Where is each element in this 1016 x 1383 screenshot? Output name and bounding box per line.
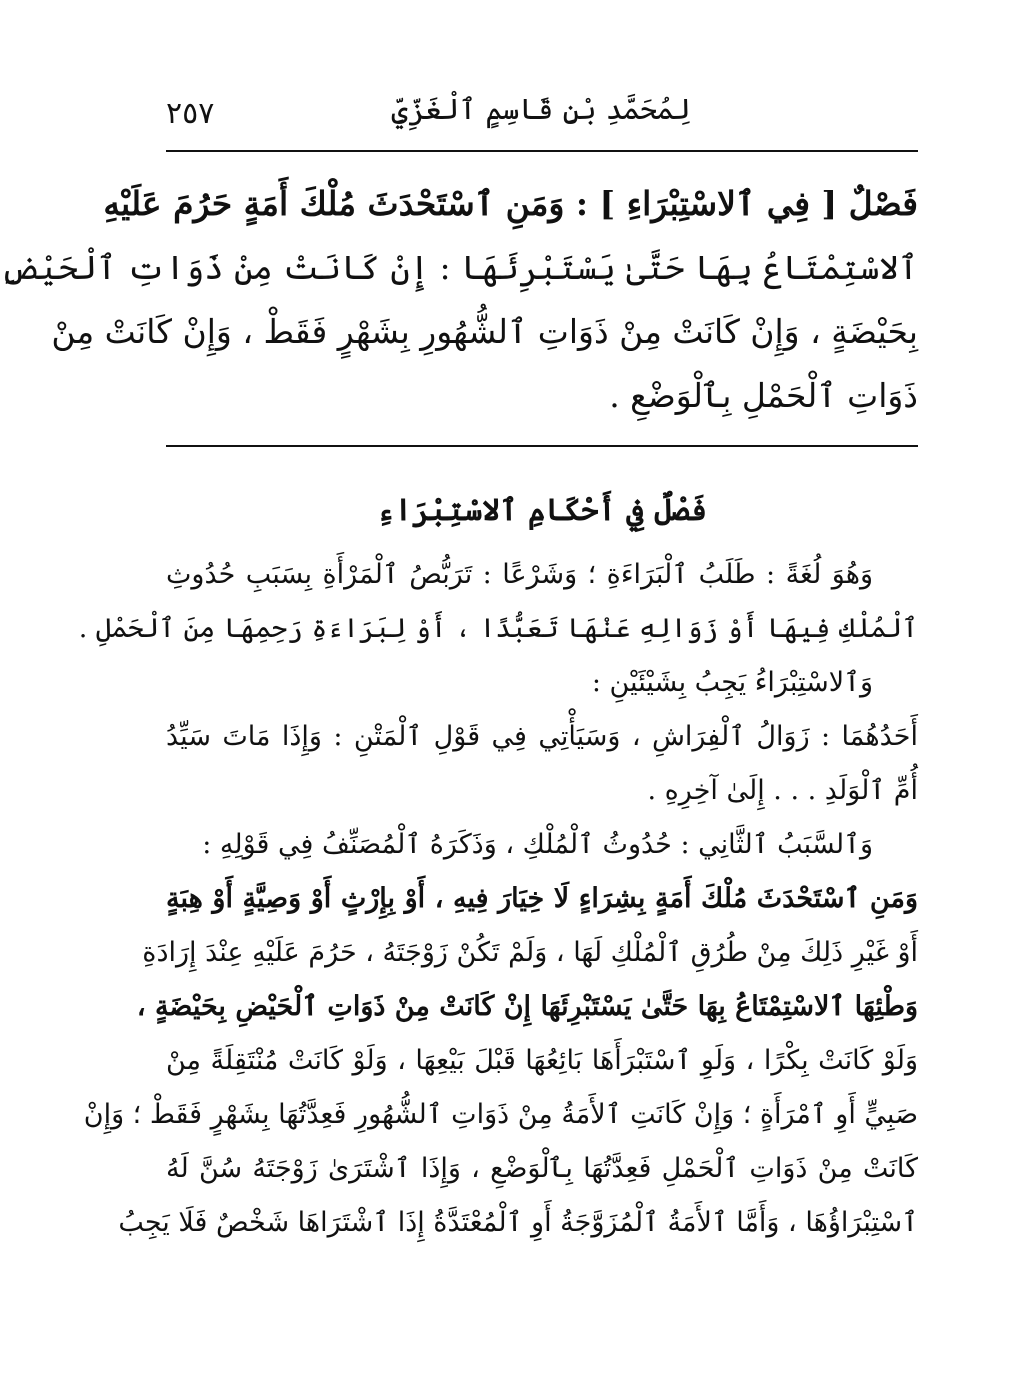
matn-line: ذَوَاتِ ٱلْحَمْلِ بِٱلْوَضْعِ . (609, 376, 918, 415)
sharh-line: أَوْ غَيْرِ ذَلِكَ مِنْ طُرُقِ ٱلْمُلْكِ لَهَا ، وَلَمْ تَكُنْ زَوْجَتَهُ ، حَرُمَ عَلَيْهِ عِنْدَ إِرَادَةِ (142, 937, 918, 968)
page-number: ٢٥٧ (166, 96, 215, 131)
running-title: لِمُحَمَّدِ بْنِ قَاسِمٍ ٱلْغَزِّيِّ (391, 92, 691, 126)
sharh-line: صَبِيٍّ أَوِ ٱمْرَأَةٍ ؛ وَإِنْ كَانَتِ ٱلأَمَةُ مِنْ ذَوَاتِ ٱلشُّهُورِ فَعِدَّتُهَا بِشَهْرٍ فَقَطْ ؛ وَإِنْ (83, 1099, 918, 1130)
sharh-line: ٱلْمُلْكِ فِيهَا أَوْ زَوَالِهِ عَنْهَا تَعَبُّدًا ، أَوْ لِبَرَاءَةِ رَحِمِهَا مِنَ ٱلْحَمْلِ . (78, 613, 918, 644)
sharh-line: ٱسْتِبْرَاؤُهَا ، وَأَمَّا ٱلأَمَةُ ٱلْمُزَوَّجَةُ أَوِ ٱلْمُعْتَدَّةُ إِذَا ٱشْتَرَاهَا شَخْصٌ فَلَا يَجِبُ (118, 1207, 918, 1238)
sharh-line: أَحَدُهُمَا : زَوَالُ ٱلْفِرَاشِ ، وَسَيَأْتِي فِي قَوْلِ ٱلْمَتْنِ : وَإِذَا مَاتَ سَيِّدُ (166, 721, 918, 752)
header-rule (166, 150, 918, 152)
section-divider (166, 445, 918, 447)
sharh-line: أُمِّ ٱلْوَلَدِ . . . إِلَىٰ آخِرِهِ . (647, 775, 918, 806)
matn-line: ٱلاسْتِمْتَاعُ بِهَا حَتَّىٰ يَسْتَبْرِئَهَا : إِنْ كَانَتْ مِنْ ذَوَاتِ ٱلْحَيْضِ (0, 248, 918, 287)
sharh-line: وَلَوْ كَانَتْ بِكْرًا ، وَلَوِ ٱسْتَبْرَأَهَا بَائِعُهَا قَبْلَ بَيْعِهَا ، وَلَوْ كَانَتْ مُنْتَقِلَةً مِنْ (166, 1045, 918, 1076)
section-heading: فَصْلٌ فِي أَحْكَامِ ٱلاسْتِبْرَاءِ (376, 493, 708, 528)
matn-line: بِحَيْضَةٍ ، وَإِنْ كَانَتْ مِنْ ذَوَاتِ ٱلشُّهُورِ بِشَهْرٍ فَقَطْ ، وَإِنْ كَانَتْ مِنْ (51, 312, 918, 351)
sharh-line: كَانَتْ مِنْ ذَوَاتِ ٱلْحَمْلِ فَعِدَّتُهَا بِٱلْوَضْعِ ، وَإِذَا ٱشْتَرَىٰ زَوْجَتَهُ سُنَّ لَهُ (166, 1153, 918, 1184)
matn-line: فَصْلٌ [ فِي ٱلاسْتِبْرَاءِ ] : وَمَنِ ٱسْتَحْدَثَ مُلْكَ أَمَةٍ حَرُمَ عَلَيْهِ (103, 184, 918, 223)
matn-text (0, 172, 918, 428)
sharh-line: وَٱلسَّبَبُ ٱلثَّانِي : حُدُوثُ ٱلْمُلْكِ ، وَذَكَرَهُ ٱلْمُصَنِّفُ فِي قَوْلِهِ : (202, 829, 873, 860)
sharh-line: وَطْئِهَا ٱلاسْتِمْتَاعُ بِهَا حَتَّىٰ يَسْتَبْرِئَهَا إِنْ كَانَتْ مِنْ ذَوَاتِ ٱلْحَيْضِ بِحَيْضَةٍ ، (136, 991, 918, 1022)
running-header (166, 92, 916, 142)
sharh-line: وَهُوَ لُغَةً : طَلَبُ ٱلْبَرَاءَةِ ؛ وَشَرْعًا : تَرَبُّصُ ٱلْمَرْأَةِ بِسَبَبِ حُدُوثِ (166, 559, 873, 590)
sharh-text (78, 548, 918, 1250)
sharh-line: وَٱلاسْتِبْرَاءُ يَجِبُ بِشَيْئَيْنِ : (591, 667, 873, 698)
sharh-line: وَمَنِ ٱسْتَحْدَثَ مُلْكَ أَمَةٍ بِشِرَاءٍ لَا خِيَارَ فِيهِ ، أَوْ بِإِرْثٍ أَوْ وَصِيَّةٍ أَوْ هِبَةٍ (166, 883, 918, 914)
